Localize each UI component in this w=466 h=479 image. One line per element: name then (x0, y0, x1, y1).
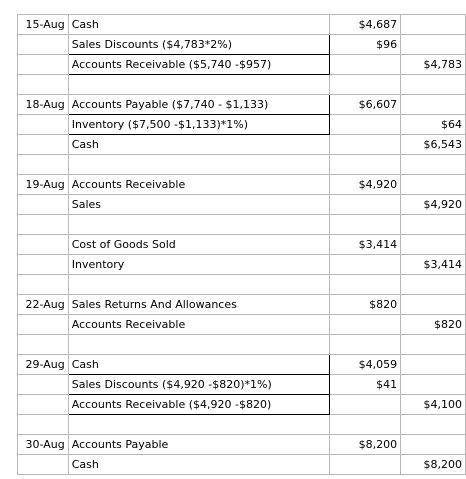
account-cell[interactable] (68, 215, 329, 235)
credit-cell[interactable] (401, 175, 466, 195)
journal-body (18, 15, 466, 475)
debit-cell[interactable] (329, 455, 400, 475)
journal-row (18, 175, 466, 195)
entry-date-cell[interactable]: 19-Aug (18, 175, 69, 195)
entry-date-cell[interactable] (18, 55, 69, 75)
debit-cell[interactable]: $41 (329, 375, 400, 395)
journal-row (18, 275, 466, 295)
credit-cell[interactable] (401, 95, 466, 115)
entry-date-cell[interactable]: 18-Aug (18, 95, 69, 115)
credit-cell[interactable] (401, 295, 466, 315)
account-cell[interactable]: Accounts Payable (68, 435, 329, 455)
debit-cell[interactable] (329, 155, 400, 175)
credit-cell[interactable] (401, 215, 466, 235)
credit-cell[interactable]: $4,920 (401, 195, 466, 215)
account-cell[interactable]: Cash (68, 15, 329, 35)
account-cell[interactable]: Sales Discounts ($4,783*2%) (68, 35, 329, 55)
account-cell[interactable] (68, 335, 329, 355)
account-cell[interactable]: Accounts Receivable (68, 315, 329, 335)
journal-row (18, 55, 466, 75)
debit-cell[interactable]: $3,414 (329, 235, 400, 255)
entry-date-cell[interactable] (18, 275, 69, 295)
credit-cell[interactable] (401, 335, 466, 355)
debit-cell[interactable] (329, 115, 400, 135)
account-cell[interactable] (68, 275, 329, 295)
journal-row (18, 195, 466, 215)
credit-cell[interactable] (401, 435, 466, 455)
account-cell[interactable]: Accounts Receivable ($4,920 -$820) (68, 395, 329, 415)
account-cell[interactable]: Sales Discounts ($4,920 -$820)*1%) (68, 375, 329, 395)
entry-date-cell[interactable]: 22-Aug (18, 295, 69, 315)
debit-cell[interactable]: $4,920 (329, 175, 400, 195)
entry-date-cell[interactable] (18, 75, 69, 95)
debit-cell[interactable] (329, 275, 400, 295)
journal-row (18, 215, 466, 235)
credit-cell[interactable] (401, 275, 466, 295)
entry-date-cell[interactable] (18, 255, 69, 275)
journal-row (18, 435, 466, 455)
entry-date-cell[interactable] (18, 375, 69, 395)
entry-date-cell[interactable] (18, 455, 69, 475)
entry-date-cell[interactable]: 30-Aug (18, 435, 69, 455)
account-cell[interactable]: Accounts Receivable (68, 175, 329, 195)
journal-row (18, 155, 466, 175)
account-cell[interactable] (68, 155, 329, 175)
credit-cell[interactable]: $6,543 (401, 135, 466, 155)
journal-row (18, 315, 466, 335)
entry-date-cell[interactable] (18, 235, 69, 255)
entry-date-cell[interactable]: 29-Aug (18, 355, 69, 375)
credit-cell[interactable] (401, 235, 466, 255)
entry-date-cell[interactable] (18, 395, 69, 415)
entry-date-cell[interactable] (18, 335, 69, 355)
journal-row (18, 375, 466, 395)
account-cell[interactable]: Cash (68, 135, 329, 155)
credit-cell[interactable] (401, 375, 466, 395)
account-cell[interactable] (68, 415, 329, 435)
credit-cell[interactable]: $3,414 (401, 255, 466, 275)
journal-row (18, 75, 466, 95)
debit-cell[interactable] (329, 75, 400, 95)
account-cell[interactable] (68, 75, 329, 95)
debit-cell[interactable] (329, 315, 400, 335)
account-cell[interactable]: Cost of Goods Sold (68, 235, 329, 255)
debit-cell[interactable] (329, 255, 400, 275)
credit-cell[interactable] (401, 415, 466, 435)
debit-cell[interactable]: $4,687 (329, 15, 400, 35)
entry-date-cell[interactable] (18, 195, 69, 215)
journal-row (18, 395, 466, 415)
credit-cell[interactable] (401, 155, 466, 175)
debit-cell[interactable]: $6,607 (329, 95, 400, 115)
journal-row (18, 295, 466, 315)
entry-date-cell[interactable] (18, 135, 69, 155)
journal-row (18, 415, 466, 435)
credit-cell[interactable] (401, 35, 466, 55)
credit-cell[interactable]: $4,783 (401, 55, 466, 75)
debit-cell[interactable]: $96 (329, 35, 400, 55)
debit-cell[interactable] (329, 335, 400, 355)
entry-date-cell[interactable] (18, 155, 69, 175)
account-cell[interactable]: Accounts Payable ($7,740 - $1,133) (68, 95, 329, 115)
debit-cell[interactable]: $8,200 (329, 435, 400, 455)
account-cell[interactable]: Inventory (68, 255, 329, 275)
credit-cell[interactable] (401, 15, 466, 35)
account-cell[interactable]: Accounts Receivable ($5,740 -$957) (68, 55, 329, 75)
journal-row (18, 455, 466, 475)
journal-row (18, 135, 466, 155)
debit-cell[interactable] (329, 55, 400, 75)
entry-date-cell[interactable] (18, 215, 69, 235)
debit-cell[interactable] (329, 135, 400, 155)
journal-row (18, 35, 466, 55)
credit-cell[interactable] (401, 355, 466, 375)
debit-cell[interactable] (329, 215, 400, 235)
debit-cell[interactable] (329, 195, 400, 215)
account-cell[interactable]: Inventory ($7,500 -$1,133)*1%) (68, 115, 329, 135)
entry-date-cell[interactable]: 15-Aug (18, 15, 69, 35)
entry-date-cell[interactable] (18, 315, 69, 335)
account-cell[interactable]: Cash (68, 355, 329, 375)
journal-table (17, 14, 466, 475)
journal-row (18, 15, 466, 35)
journal-row (18, 115, 466, 135)
credit-cell[interactable] (401, 75, 466, 95)
entry-date-cell[interactable] (18, 115, 69, 135)
entry-date-cell[interactable] (18, 35, 69, 55)
credit-cell[interactable]: $4,100 (401, 395, 466, 415)
credit-cell[interactable]: $64 (401, 115, 466, 135)
debit-cell[interactable]: $820 (329, 295, 400, 315)
account-cell[interactable]: Cash (68, 455, 329, 475)
debit-cell[interactable] (329, 415, 400, 435)
debit-cell[interactable] (329, 395, 400, 415)
journal-row (18, 335, 466, 355)
credit-cell[interactable]: $820 (401, 315, 466, 335)
account-cell[interactable]: Sales (68, 195, 329, 215)
debit-cell[interactable]: $4,059 (329, 355, 400, 375)
journal-row (18, 255, 466, 275)
entry-date-cell[interactable] (18, 415, 69, 435)
journal-row (18, 235, 466, 255)
journal-row (18, 95, 466, 115)
credit-cell[interactable]: $8,200 (401, 455, 466, 475)
journal-row (18, 355, 466, 375)
account-cell[interactable]: Sales Returns And Allowances (68, 295, 329, 315)
